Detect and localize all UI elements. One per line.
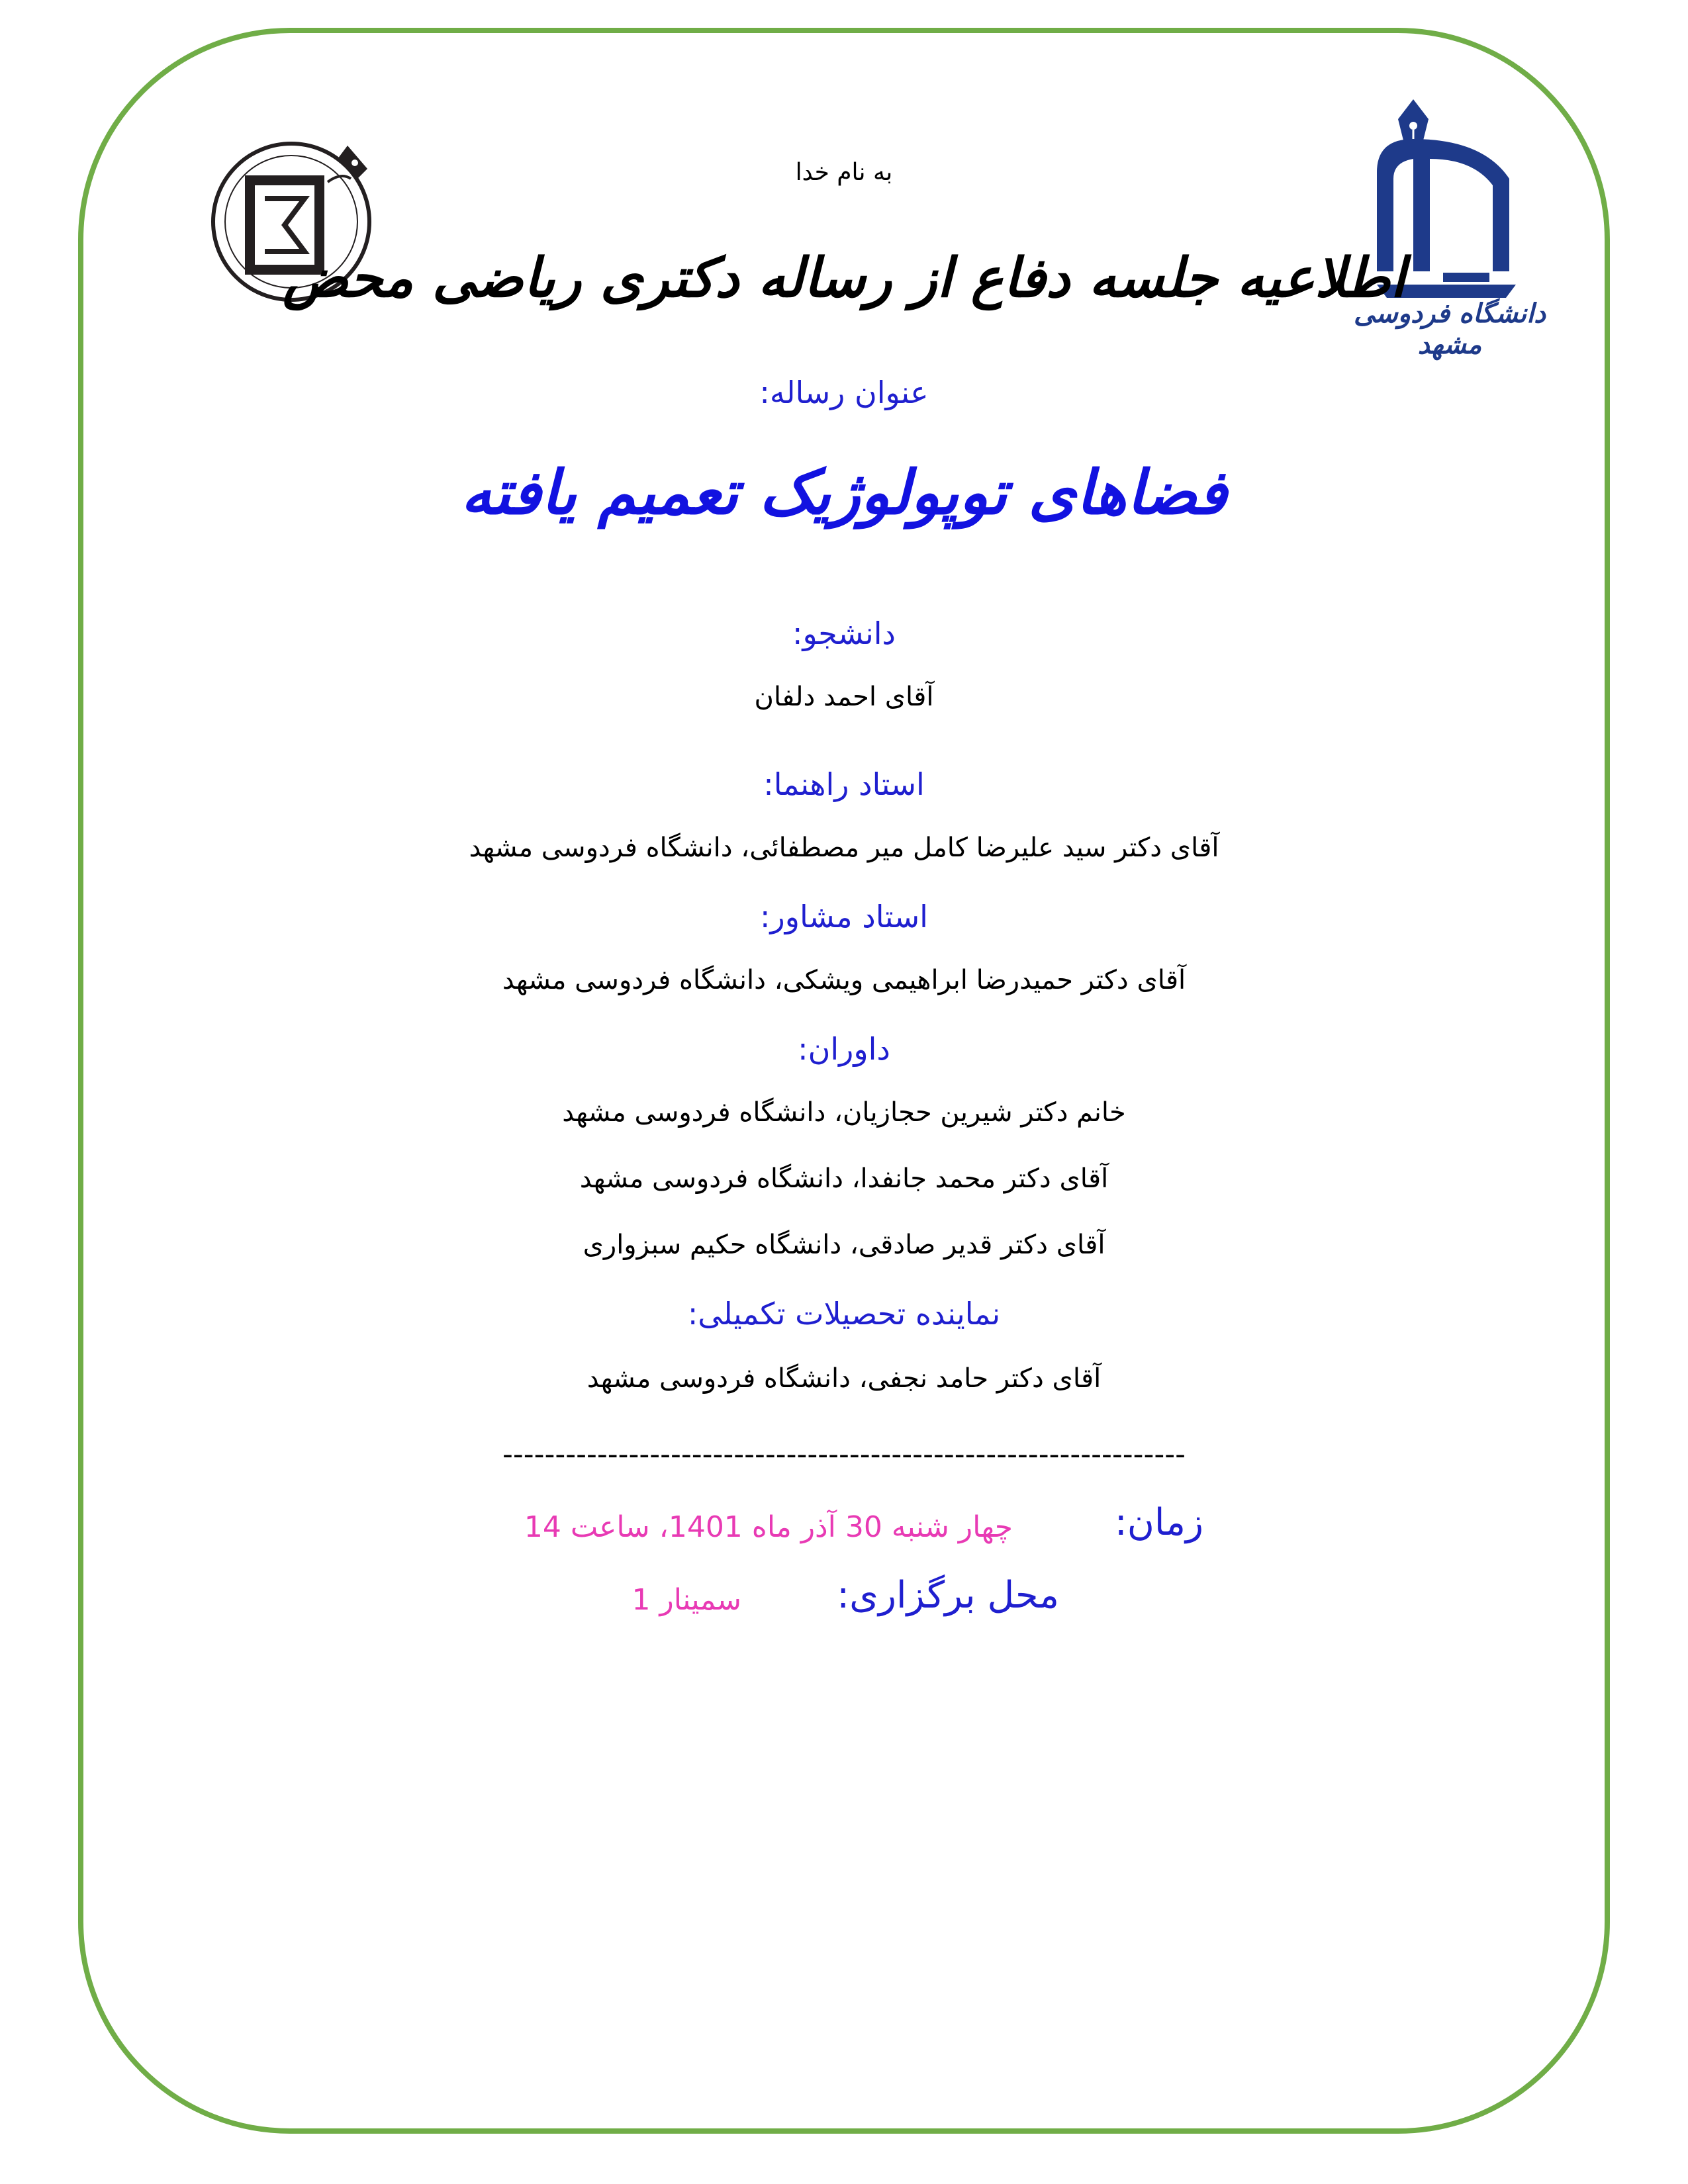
place-value: سمینار 1 [632, 1583, 741, 1617]
referee-name: خانم دکتر شیرین حجازیان، دانشگاه فردوسی مشهد [562, 1097, 1126, 1128]
bismillah: به نام خدا [795, 159, 893, 186]
advisor-name: آقای دکتر حمیدرضا ابراهیمی ویشکی، دانشگاه فردوسی مشهد [502, 965, 1186, 995]
advisor-label: استاد مشاور: [760, 899, 928, 934]
student-label: دانشجو: [792, 615, 896, 651]
referee-name: آقای دکتر محمد جانفدا، دانشگاه فردوسی مشهد [579, 1163, 1109, 1194]
page-title: اطلاعیه جلسه دفاع از رساله دکتری ریاضی محض [282, 246, 1406, 310]
time-value: چهار شنبه 30 آذر ماه 1401، ساعت 14 [524, 1510, 1013, 1544]
referee-name: آقای دکتر قدیر صادقی، دانشگاه حکیم سبزواری [583, 1230, 1105, 1260]
time-label: زمان: [1114, 1501, 1203, 1544]
dashed-divider: ----------------------------------------------------------------- [502, 1437, 1186, 1471]
graduate-rep-label: نماینده تحصیلات تکمیلی: [687, 1296, 1001, 1332]
thesis-title: فضاهای توپولوژیک تعمیم یافته [461, 457, 1227, 528]
supervisor-label: استاد راهنما: [763, 766, 925, 802]
student-name: آقای احمد دلفان [754, 682, 934, 712]
place-label: محل برگزاری: [837, 1574, 1059, 1617]
referees-label: داوران: [798, 1031, 890, 1067]
school-of-mathematics-logo [199, 119, 391, 357]
graduate-rep-name: آقای دکتر حامد نجفی، دانشگاه فردوسی مشهد [586, 1363, 1102, 1394]
math-school-emblem-icon [199, 119, 391, 357]
thesis-label: عنوان رساله: [759, 375, 929, 410]
ferdowsi-logo-text: دانشگاه فردوسی مشهد [1353, 298, 1546, 360]
supervisor-name: آقای دکتر سید علیرضا کامل میر مصطفائی، دانشگاه فردوسی مشهد [469, 833, 1219, 863]
